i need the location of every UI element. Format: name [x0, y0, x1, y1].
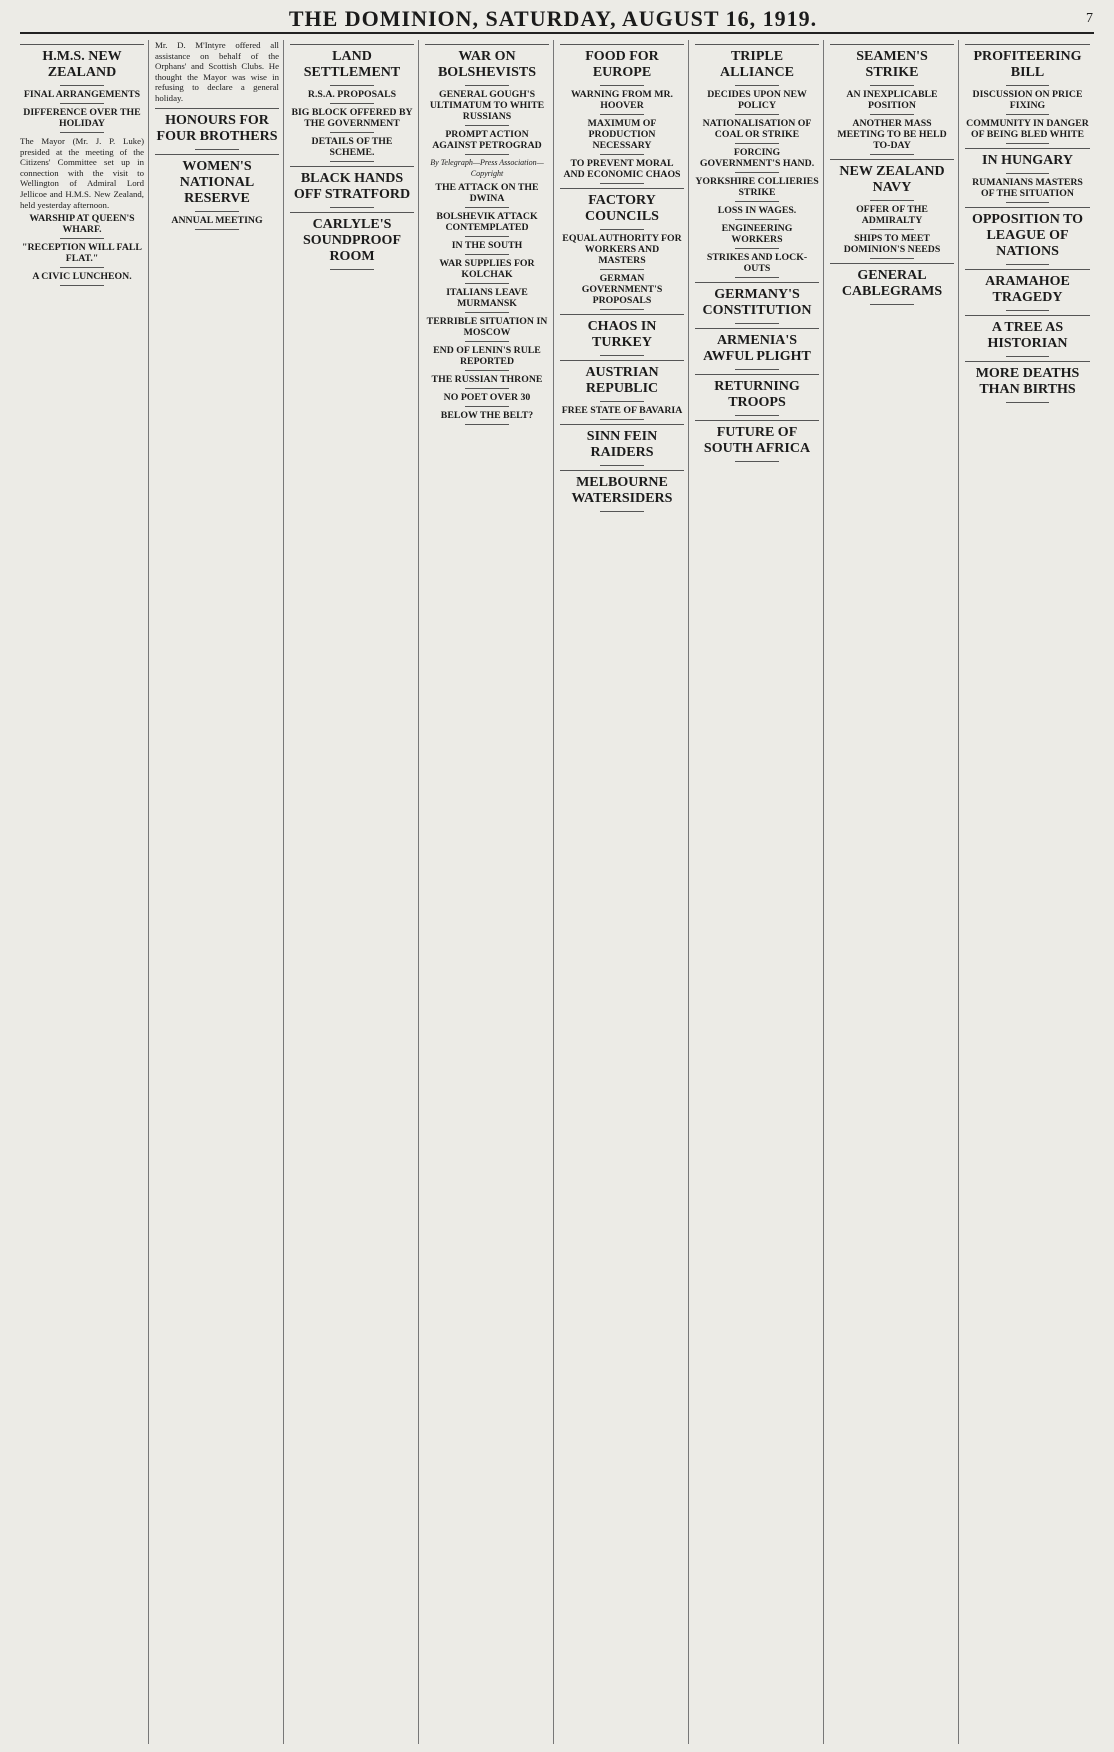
article-headline: HONOURS FOR FOUR BROTHERS: [156, 112, 278, 144]
short-rule: [60, 285, 103, 286]
short-rule: [600, 183, 643, 184]
short-rule: [1006, 264, 1050, 265]
article-headline: GENERAL CABLEGRAMS: [841, 268, 943, 299]
short-rule: [735, 323, 778, 324]
article-headline: PROFITEERING BILL: [973, 49, 1082, 80]
article-subheading: BIG BLOCK OFFERED BY THE GOVERNMENT: [291, 107, 413, 129]
article-subheading: MAXIMUM OF PRODUCTION NECESSARY: [587, 118, 657, 151]
headline-rule: [290, 44, 414, 45]
article-subheading: ENGINEERING WORKERS: [721, 223, 793, 245]
article-subheading: BOLSHEVIK ATTACK CONTEMPLATED: [436, 211, 538, 234]
headline-rule: [560, 44, 684, 45]
article-headline: LAND SETTLEMENT: [303, 49, 401, 80]
article-headline: GERMANY'S CONSTITUTION: [702, 287, 812, 318]
headline-rule: [20, 44, 144, 45]
short-rule: [330, 269, 373, 270]
article-subheading: WARSHIP AT QUEEN'S WHARF.: [29, 213, 135, 236]
article-subheading: THE RUSSIAN THRONE: [431, 374, 543, 386]
article-headline: IN HUNGARY: [982, 153, 1073, 168]
headline-rule: [695, 44, 819, 45]
headline-rule: [695, 282, 819, 283]
short-rule: [870, 154, 913, 155]
article-headline: WOMEN'S NATIONAL RESERVE: [179, 158, 255, 206]
short-rule: [735, 219, 778, 220]
article-subheading: NO POET OVER 30: [443, 392, 531, 404]
headline-rule: [830, 263, 954, 264]
short-rule: [600, 419, 643, 420]
article-subheading: ANNUAL MEETING: [171, 214, 263, 226]
short-rule: [1006, 402, 1050, 403]
short-rule: [735, 85, 778, 86]
article-subheading: FINAL ARRANGEMENTS: [23, 89, 141, 100]
article-subheading: ITALIANS LEAVE MURMANSK: [446, 287, 528, 310]
article-headline: WAR ON BOLSHEVISTS: [437, 49, 537, 80]
article-headline: SEAMEN'S STRIKE: [856, 49, 928, 80]
headline-rule: [965, 361, 1090, 362]
short-rule: [60, 132, 103, 133]
column-7: [830, 40, 959, 1744]
short-rule: [465, 207, 508, 208]
headline-rule: [695, 328, 819, 329]
short-rule: [195, 229, 238, 230]
article-subheading: DECIDES UPON NEW POLICY: [707, 89, 807, 111]
headline-rule: [560, 424, 684, 425]
article-text: Mr. D. M'Intyre offered all assistance on behalf of the Orphans' and Scottish Clubs. He thought the Mayor was wise in refusing to declare a general holiday.: [155, 40, 279, 103]
article-headline: CHAOS IN TURKEY: [587, 319, 657, 350]
headline-rule: [560, 360, 684, 361]
article-subheading: A CIVIC LUNCHEON.: [32, 271, 132, 283]
article-subheading: WAR SUPPLIES FOR KOLCHAK: [439, 258, 535, 281]
article-subheading: "RECEPTION WILL FALL FLAT.": [22, 242, 142, 265]
article-headline: FOOD FOR EUROPE: [585, 49, 659, 80]
article-subheading: GENERAL GOUGH'S ULTIMATUM TO WHITE RUSSIANS: [429, 89, 545, 122]
headline-rule: [560, 314, 684, 315]
short-rule: [465, 85, 508, 86]
short-rule: [600, 355, 643, 356]
column-1: [20, 40, 149, 1744]
article-headline: H.M.S. NEW ZEALAND: [42, 49, 122, 80]
short-rule: [1006, 85, 1050, 86]
short-rule: [735, 415, 778, 416]
article-subheading: TERRIBLE SITUATION IN MOSCOW: [426, 316, 548, 339]
short-rule: [600, 229, 643, 230]
article-headline: TRIPLE ALLIANCE: [720, 49, 794, 80]
masthead-title: THE DOMINION, SATURDAY, AUGUST 16, 1919.: [288, 6, 818, 31]
short-rule: [1006, 143, 1050, 144]
article-subheading: DISCUSSION ON PRICE FIXING: [972, 89, 1083, 111]
article-headline: FUTURE OF SOUTH AFRICA: [703, 425, 811, 456]
short-rule: [330, 207, 373, 208]
short-rule: [60, 103, 103, 104]
article-headline: ARAMAHOE TRAGEDY: [985, 274, 1070, 305]
headline-rule: [965, 269, 1090, 270]
headline-rule: [830, 44, 954, 45]
article-subheading: COMMUNITY IN DANGER OF BEING BLED WHITE: [966, 118, 1089, 140]
article-byline: By Telegraph—Press Association—Copyright: [430, 158, 544, 178]
article-headline: RETURNING TROOPS: [714, 379, 800, 410]
article-headline: OPPOSITION TO LEAGUE OF NATIONS: [971, 212, 1084, 259]
short-rule: [1006, 173, 1050, 174]
short-rule: [870, 85, 913, 86]
article-headline: FACTORY COUNCILS: [585, 193, 659, 224]
short-rule: [735, 277, 778, 278]
column-6: [695, 40, 824, 1744]
headline-rule: [965, 148, 1090, 149]
article-subheading: ANOTHER MASS MEETING TO BE HELD TO-DAY: [837, 118, 947, 151]
headline-rule: [965, 207, 1090, 208]
article-subheading: IN THE SOUTH: [451, 240, 523, 252]
article-subheading: SHIPS TO MEET DOMINION'S NEEDS: [843, 233, 941, 255]
short-rule: [735, 461, 778, 462]
short-rule: [735, 114, 778, 115]
headline-rule: [965, 315, 1090, 316]
short-rule: [60, 267, 103, 268]
short-rule: [465, 388, 508, 389]
short-rule: [600, 85, 643, 86]
article-headline: CARLYLE'S SOUNDPROOF ROOM: [303, 217, 401, 264]
short-rule: [870, 200, 913, 201]
short-rule: [735, 172, 778, 173]
short-rule: [735, 201, 778, 202]
headline-rule: [290, 166, 414, 167]
short-rule: [870, 258, 913, 259]
article-subheading: YORKSHIRE COLLIERIES STRIKE: [695, 176, 819, 198]
headline-rule: [830, 159, 954, 160]
short-rule: [870, 114, 913, 115]
short-rule: [870, 229, 913, 230]
article-headline: A TREE AS HISTORIAN: [987, 320, 1068, 351]
short-rule: [465, 424, 508, 425]
article-subheading: EQUAL AUTHORITY FOR WORKERS AND MASTERS: [562, 233, 682, 266]
short-rule: [465, 406, 508, 407]
article-subheading: BELOW THE BELT?: [440, 410, 534, 422]
article-subheading: STRIKES AND LOCK-OUTS: [706, 252, 808, 274]
article-subheading: FORCING GOVERNMENT'S HAND.: [699, 147, 815, 169]
article-headline: NEW ZEALAND NAVY: [839, 164, 945, 195]
column-2: [155, 40, 284, 1744]
short-rule: [465, 254, 508, 255]
short-rule: [60, 85, 103, 86]
short-rule: [330, 103, 373, 104]
short-rule: [870, 304, 913, 305]
short-rule: [195, 211, 238, 212]
article-subheading: DETAILS OF THE SCHEME.: [311, 136, 393, 158]
short-rule: [1006, 202, 1050, 203]
column-8: [965, 40, 1094, 1744]
headline-rule: [560, 188, 684, 189]
short-rule: [465, 125, 508, 126]
article-headline: BLACK HANDS OFF STRATFORD: [293, 171, 411, 202]
article-subheading: RUMANIANS MASTERS OF THE SITUATION: [972, 177, 1083, 199]
columns-container: [20, 40, 1094, 1744]
short-rule: [465, 283, 508, 284]
headline-rule: [425, 44, 549, 45]
article-headline: MORE DEATHS THAN BIRTHS: [975, 366, 1080, 397]
article-subheading: FREE STATE OF BAVARIA: [561, 405, 683, 416]
article-headline: ARMENIA'S AWFUL PLIGHT: [703, 333, 811, 364]
headline-rule: [155, 108, 279, 109]
short-rule: [600, 114, 643, 115]
short-rule: [600, 401, 643, 402]
short-rule: [330, 161, 373, 162]
short-rule: [735, 369, 778, 370]
short-rule: [600, 465, 643, 466]
short-rule: [1006, 356, 1050, 357]
short-rule: [465, 154, 508, 155]
short-rule: [600, 511, 643, 512]
article-subheading: R.S.A. PROPOSALS: [307, 89, 397, 100]
short-rule: [60, 238, 103, 239]
column-5: [560, 40, 689, 1744]
short-rule: [465, 341, 508, 342]
headline-rule: [155, 154, 279, 155]
headline-rule: [290, 212, 414, 213]
short-rule: [465, 312, 508, 313]
headline-rule: [965, 44, 1090, 45]
article-subheading: AN INEXPLICABLE POSITION: [846, 89, 938, 111]
headline-rule: [695, 420, 819, 421]
article-subheading: END OF LENIN'S RULE REPORTED: [433, 345, 541, 368]
short-rule: [1006, 310, 1050, 311]
short-rule: [600, 154, 643, 155]
column-4: [425, 40, 554, 1744]
short-rule: [465, 236, 508, 237]
short-rule: [195, 149, 238, 150]
short-rule: [735, 248, 778, 249]
short-rule: [600, 269, 643, 270]
short-rule: [1006, 114, 1050, 115]
page-number: 7: [1086, 11, 1094, 26]
column-3: [290, 40, 419, 1744]
article-subheading: GERMAN GOVERNMENT'S PROPOSALS: [581, 273, 663, 306]
article-subheading: TO PREVENT MORAL AND ECONOMIC CHAOS: [563, 158, 681, 180]
article-subheading: OFFER OF THE ADMIRALTY: [856, 204, 928, 226]
short-rule: [330, 132, 373, 133]
short-rule: [735, 143, 778, 144]
headline-rule: [560, 470, 684, 471]
article-subheading: LOSS IN WAGES.: [717, 205, 797, 216]
article-headline: AUSTRIAN REPUBLIC: [585, 365, 659, 396]
masthead: [20, 6, 1094, 34]
article-subheading: WARNING FROM MR. HOOVER: [570, 89, 674, 111]
short-rule: [600, 309, 643, 310]
article-headline: MELBOURNE WATERSIDERS: [571, 475, 673, 506]
article-headline: SINN FEIN RAIDERS: [586, 429, 658, 460]
article-text: The Mayor (Mr. J. P. Luke) presided at the meeting of the Citizens' Committee set up in connection with the visit to Wellington of Admiral Lord Jellicoe and H.M.S. New Zealand, held yesterday afternoon.: [20, 136, 144, 210]
article-subheading: DIFFERENCE OVER THE HOLIDAY: [23, 107, 141, 129]
headline-rule: [695, 374, 819, 375]
article-subheading: NATIONALISATION OF COAL OR STRIKE: [702, 118, 812, 140]
article-subheading: PROMPT ACTION AGAINST PETROGRAD: [432, 129, 542, 151]
short-rule: [465, 370, 508, 371]
article-subheading: THE ATTACK ON THE DWINA: [435, 182, 539, 205]
short-rule: [330, 85, 373, 86]
